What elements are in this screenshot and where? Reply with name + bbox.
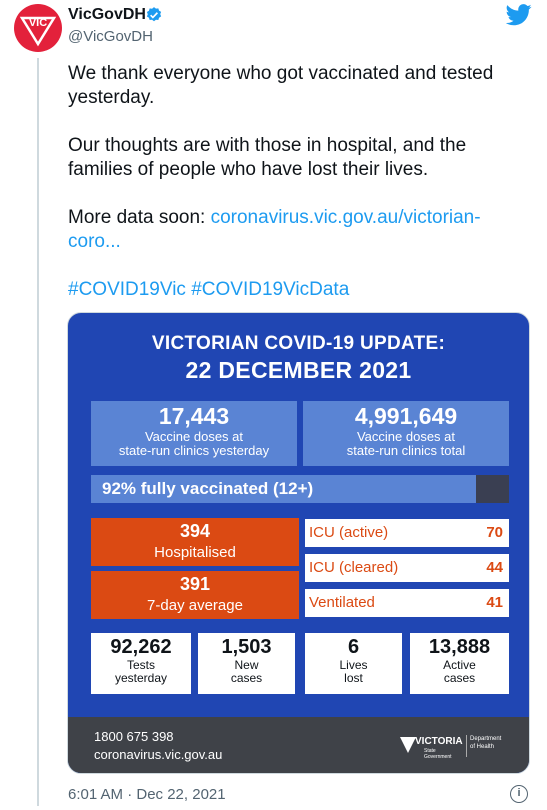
seven-day-average-value: 391 xyxy=(179,574,211,594)
vaccine-doses-yesterday-label1: Vaccine doses at xyxy=(144,429,244,444)
more-data-prefix: More data soon: xyxy=(68,207,211,228)
stat-tests-yesterday xyxy=(91,633,191,694)
verified-badge-icon xyxy=(145,6,163,24)
footer-url: coronavirus.vic.gov.au xyxy=(94,747,223,762)
icu-active-value: 70 xyxy=(486,524,503,541)
vaccine-doses-total-label2: state-run clinics total xyxy=(346,443,466,458)
department-of-health xyxy=(470,735,520,751)
fully-vaccinated-label: 92% fully vaccinated (12+) xyxy=(102,479,314,498)
logo-sub-government: Government xyxy=(424,754,452,760)
stat-label1: Active xyxy=(443,658,476,672)
ventilated-value: 41 xyxy=(486,594,503,611)
stat-label1: New xyxy=(234,658,259,672)
account-name[interactable]: VicGovDH xyxy=(68,6,146,23)
info-icon[interactable]: i xyxy=(510,785,528,803)
dept-line2: of Health xyxy=(470,744,495,750)
vaccine-doses-total-label1: Vaccine doses at xyxy=(356,429,456,444)
footer-phone: 1800 675 398 xyxy=(94,729,174,744)
dept-line1: Department xyxy=(470,736,502,742)
logo-sub-state: State xyxy=(424,748,436,754)
victoria-logo-text: VICTORIA xyxy=(415,736,463,747)
stat-label2: lost xyxy=(344,671,363,685)
vaccine-doses-yesterday-label2: state-run clinics yesterday xyxy=(118,443,270,458)
tweet-line-thanks: We thank everyone who got vaccinated and tested yesterday. xyxy=(68,63,494,108)
hospitalised-label: Hospitalised xyxy=(154,544,236,561)
hashtag-covid19vic[interactable]: #COVID19Vic xyxy=(68,279,186,300)
coronavirus-link[interactable]: coronavirus.vic.gov.au/victorian-coro... xyxy=(68,207,481,252)
vaccine-doses-yesterday-box xyxy=(91,401,297,466)
hashtag-covid19vicdata[interactable]: #COVID19VicData xyxy=(191,279,350,300)
icu-cleared-value: 44 xyxy=(486,559,503,576)
fully-vaccinated-remainder xyxy=(476,475,509,503)
tweet-line-thoughts: Our thoughts are with those in hospital, and the families of people who have lost their lives. xyxy=(68,135,467,180)
stat-label2: cases xyxy=(443,671,476,685)
icu-cleared-label: ICU (cleared) xyxy=(309,559,399,576)
seven-day-average-box xyxy=(91,571,299,619)
ventilated-row xyxy=(305,589,509,617)
stat-label2: yesterday xyxy=(114,671,168,685)
vaccine-doses-yesterday-value: 17,443 xyxy=(158,403,230,429)
tweet-line-more-data xyxy=(68,206,528,254)
vaccine-doses-total-value: 4,991,649 xyxy=(354,403,458,429)
seven-day-average-label: 7-day average xyxy=(147,597,243,614)
card-footer xyxy=(68,717,529,774)
twitter-bird-icon[interactable] xyxy=(506,4,532,26)
covid-update-image[interactable] xyxy=(67,312,530,774)
stat-value: 92,262 xyxy=(110,636,172,658)
stat-lives-lost xyxy=(305,633,402,694)
stat-value: 1,503 xyxy=(221,636,272,658)
tweet-timestamp[interactable]: 6:01 AM · Dec 22, 2021 xyxy=(68,786,226,803)
stat-value: 6 xyxy=(347,636,360,658)
avatar-label: VIC xyxy=(28,17,48,29)
victoria-logo-sub xyxy=(424,748,452,760)
hospitalised-box xyxy=(91,518,299,566)
ventilated-label: Ventilated xyxy=(309,594,375,611)
tweet-hashtags xyxy=(68,278,528,302)
logo-divider xyxy=(466,735,467,757)
avatar[interactable] xyxy=(14,4,62,52)
stat-new-cases xyxy=(198,633,295,694)
tweet-body xyxy=(68,62,528,326)
card-date: 22 DECEMBER 2021 xyxy=(185,357,412,383)
thread-line xyxy=(37,58,39,806)
stat-label1: Lives xyxy=(339,658,368,672)
card-title: VICTORIAN COVID-19 UPDATE: xyxy=(151,333,446,354)
icu-active-row xyxy=(305,519,509,547)
stat-value: 13,888 xyxy=(428,636,491,658)
account-handle[interactable]: @VicGovDH xyxy=(68,28,153,45)
stat-label2: cases xyxy=(230,671,263,685)
stat-active-cases xyxy=(410,633,509,694)
stat-label1: Tests xyxy=(126,658,155,672)
icu-active-label: ICU (active) xyxy=(309,524,389,541)
icu-cleared-row xyxy=(305,554,509,582)
hospitalised-value: 394 xyxy=(179,521,211,541)
vaccine-doses-total-box xyxy=(303,401,509,466)
